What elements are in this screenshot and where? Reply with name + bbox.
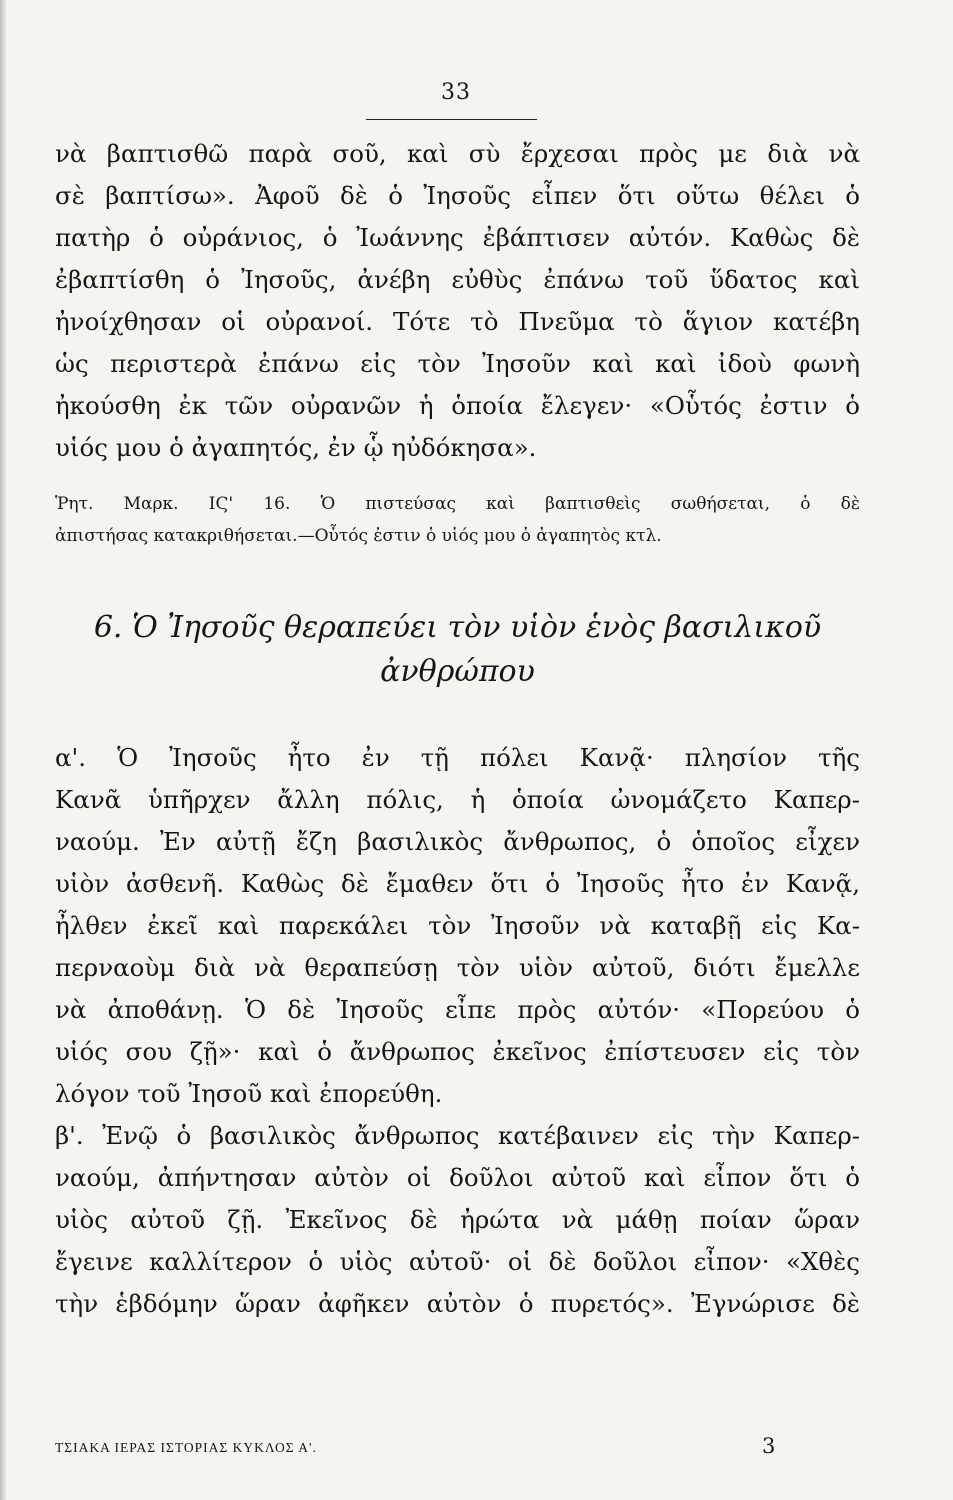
text-line: υἱός μου ὁ ἀγαπητός, ἐν ᾧ ηὐδόκησα». bbox=[55, 433, 537, 462]
text-line: νὰ βαπτισθῶ παρὰ σοῦ, καὶ σὺ ἔρχεσαι πρὸς με διὰ νὰ bbox=[55, 139, 860, 168]
text-line: νὰ ἀποθάνῃ. Ὁ δὲ Ἰησοῦς εἶπε πρὸς αὐτόν· «Πορεύου ὁ bbox=[55, 995, 860, 1024]
text-line: ἠνοίχθησαν οἱ οὐρανοί. Τότε τὸ Πνεῦμα τὸ ἅγιον κατέβη bbox=[55, 307, 860, 336]
footer-sheet-number: 3 bbox=[762, 1434, 776, 1458]
text-line: περναοὺμ διὰ νὰ θεραπεύσῃ τὸν υἱὸν αὐτοῦ, διότι ἔμελλε bbox=[55, 953, 860, 982]
text-line: ναούμ. Ἐν αὐτῇ ἔζη βασιλικὸς ἄνθρωπος, ὁ ὁποῖος εἶχεν bbox=[55, 827, 860, 856]
text-line: πατὴρ ὁ οὐράνιος, ὁ Ἰωάννης ἐβάπτισεν αὐτόν. Καθὼς δὲ bbox=[55, 223, 860, 252]
text-line: υἱός σου ζῇ»· καὶ ὁ ἄνθρωπος ἐκεῖνος ἐπίστευσεν εἰς τὸν bbox=[55, 1037, 860, 1066]
text-line: ὡς περιστερὰ ἐπάνω εἰς τὸν Ἰησοῦν καὶ καὶ ἰδοὺ φωνὴ bbox=[55, 349, 860, 378]
text-line: ναούμ, ἀπήντησαν αὐτὸν οἱ δοῦλοι αὐτοῦ καὶ εἶπον ὅτι ὁ bbox=[55, 1163, 860, 1192]
text-line: β'. Ἐνῷ ὁ βασιλικὸς ἄνθρωπος κατέβαινεν εἰς τὴν Καπερ- bbox=[55, 1121, 860, 1150]
heading-line: ἀνθρώπου bbox=[380, 654, 535, 689]
text-line: υἱὸς αὐτοῦ ζῇ. Ἐκεῖνος δὲ ἠρώτα νὰ μάθῃ ποίαν ὥραν bbox=[55, 1205, 860, 1234]
text-line: Κανᾶ ὑπῆρχεν ἄλλη πόλις, ἡ ὁποία ὠνομάζετο Καπερ- bbox=[55, 785, 860, 814]
text-line: ἠκούσθη ἐκ τῶν οὐρανῶν ἡ ὁποία ἔλεγεν· «Οὗτός ἐστιν ὁ bbox=[55, 391, 860, 420]
text-line: λόγον τοῦ Ἰησοῦ καὶ ἐπορεύθη. bbox=[55, 1079, 443, 1108]
text-line: ἔγεινε καλλίτερον ὁ υἱὸς αὐτοῦ· οἱ δὲ δοῦλοι εἶπον· «Χθὲς bbox=[55, 1247, 860, 1276]
page-edge-shadow bbox=[0, 0, 6, 1500]
note-line: Ῥητ. Μαρκ. ΙϚ' 16. Ὁ πιστεύσας καὶ βαπτισθεὶς σωθήσεται, ὁ δὲ bbox=[55, 494, 860, 514]
text-line: ἦλθεν ἐκεῖ καὶ παρεκάλει τὸν Ἰησοῦν νὰ καταβῇ εἰς Κα- bbox=[55, 911, 860, 940]
text-line: α'. Ὁ Ἰησοῦς ἦτο ἐν τῇ πόλει Κανᾷ· πλησίον τῆς bbox=[55, 743, 860, 772]
heading-line: 6. Ὁ Ἰησοῦς θεραπεύει τὸν υἱὸν ἑνὸς βασιλικοῦ bbox=[93, 610, 822, 645]
text-line: υἱὸν ἀσθενῆ. Καθὼς δὲ ἔμαθεν ὅτι ὁ Ἰησοῦς ἦτο ἐν Κανᾷ, bbox=[55, 869, 860, 898]
footer-signature: ΤΣΙΑΚΑ ΙΕΡΑΣ ΙΣΤΟΡΙΑΣ ΚΥΚΛΟΣ Α'. bbox=[55, 1440, 317, 1455]
note-line: ἀπιστήσας κατακριθήσεται.—Οὗτός ἐστιν ὁ υἱός μου ὁ ἀγαπητὸς κτλ. bbox=[55, 526, 662, 546]
header-rule bbox=[366, 119, 537, 120]
page-number: 33 bbox=[441, 80, 471, 105]
text-line: ἐβαπτίσθη ὁ Ἰησοῦς, ἀνέβη εὐθὺς ἐπάνω τοῦ ὕδατος καὶ bbox=[55, 265, 860, 294]
text-line: τὴν ἑβδόμην ὥραν ἀφῆκεν αὐτὸν ὁ πυρετός». Ἐγνώρισε δὲ bbox=[55, 1289, 860, 1318]
text-line: σὲ βαπτίσω». Ἀφοῦ δὲ ὁ Ἰησοῦς εἶπεν ὅτι οὕτω θέλει ὁ bbox=[55, 181, 860, 210]
